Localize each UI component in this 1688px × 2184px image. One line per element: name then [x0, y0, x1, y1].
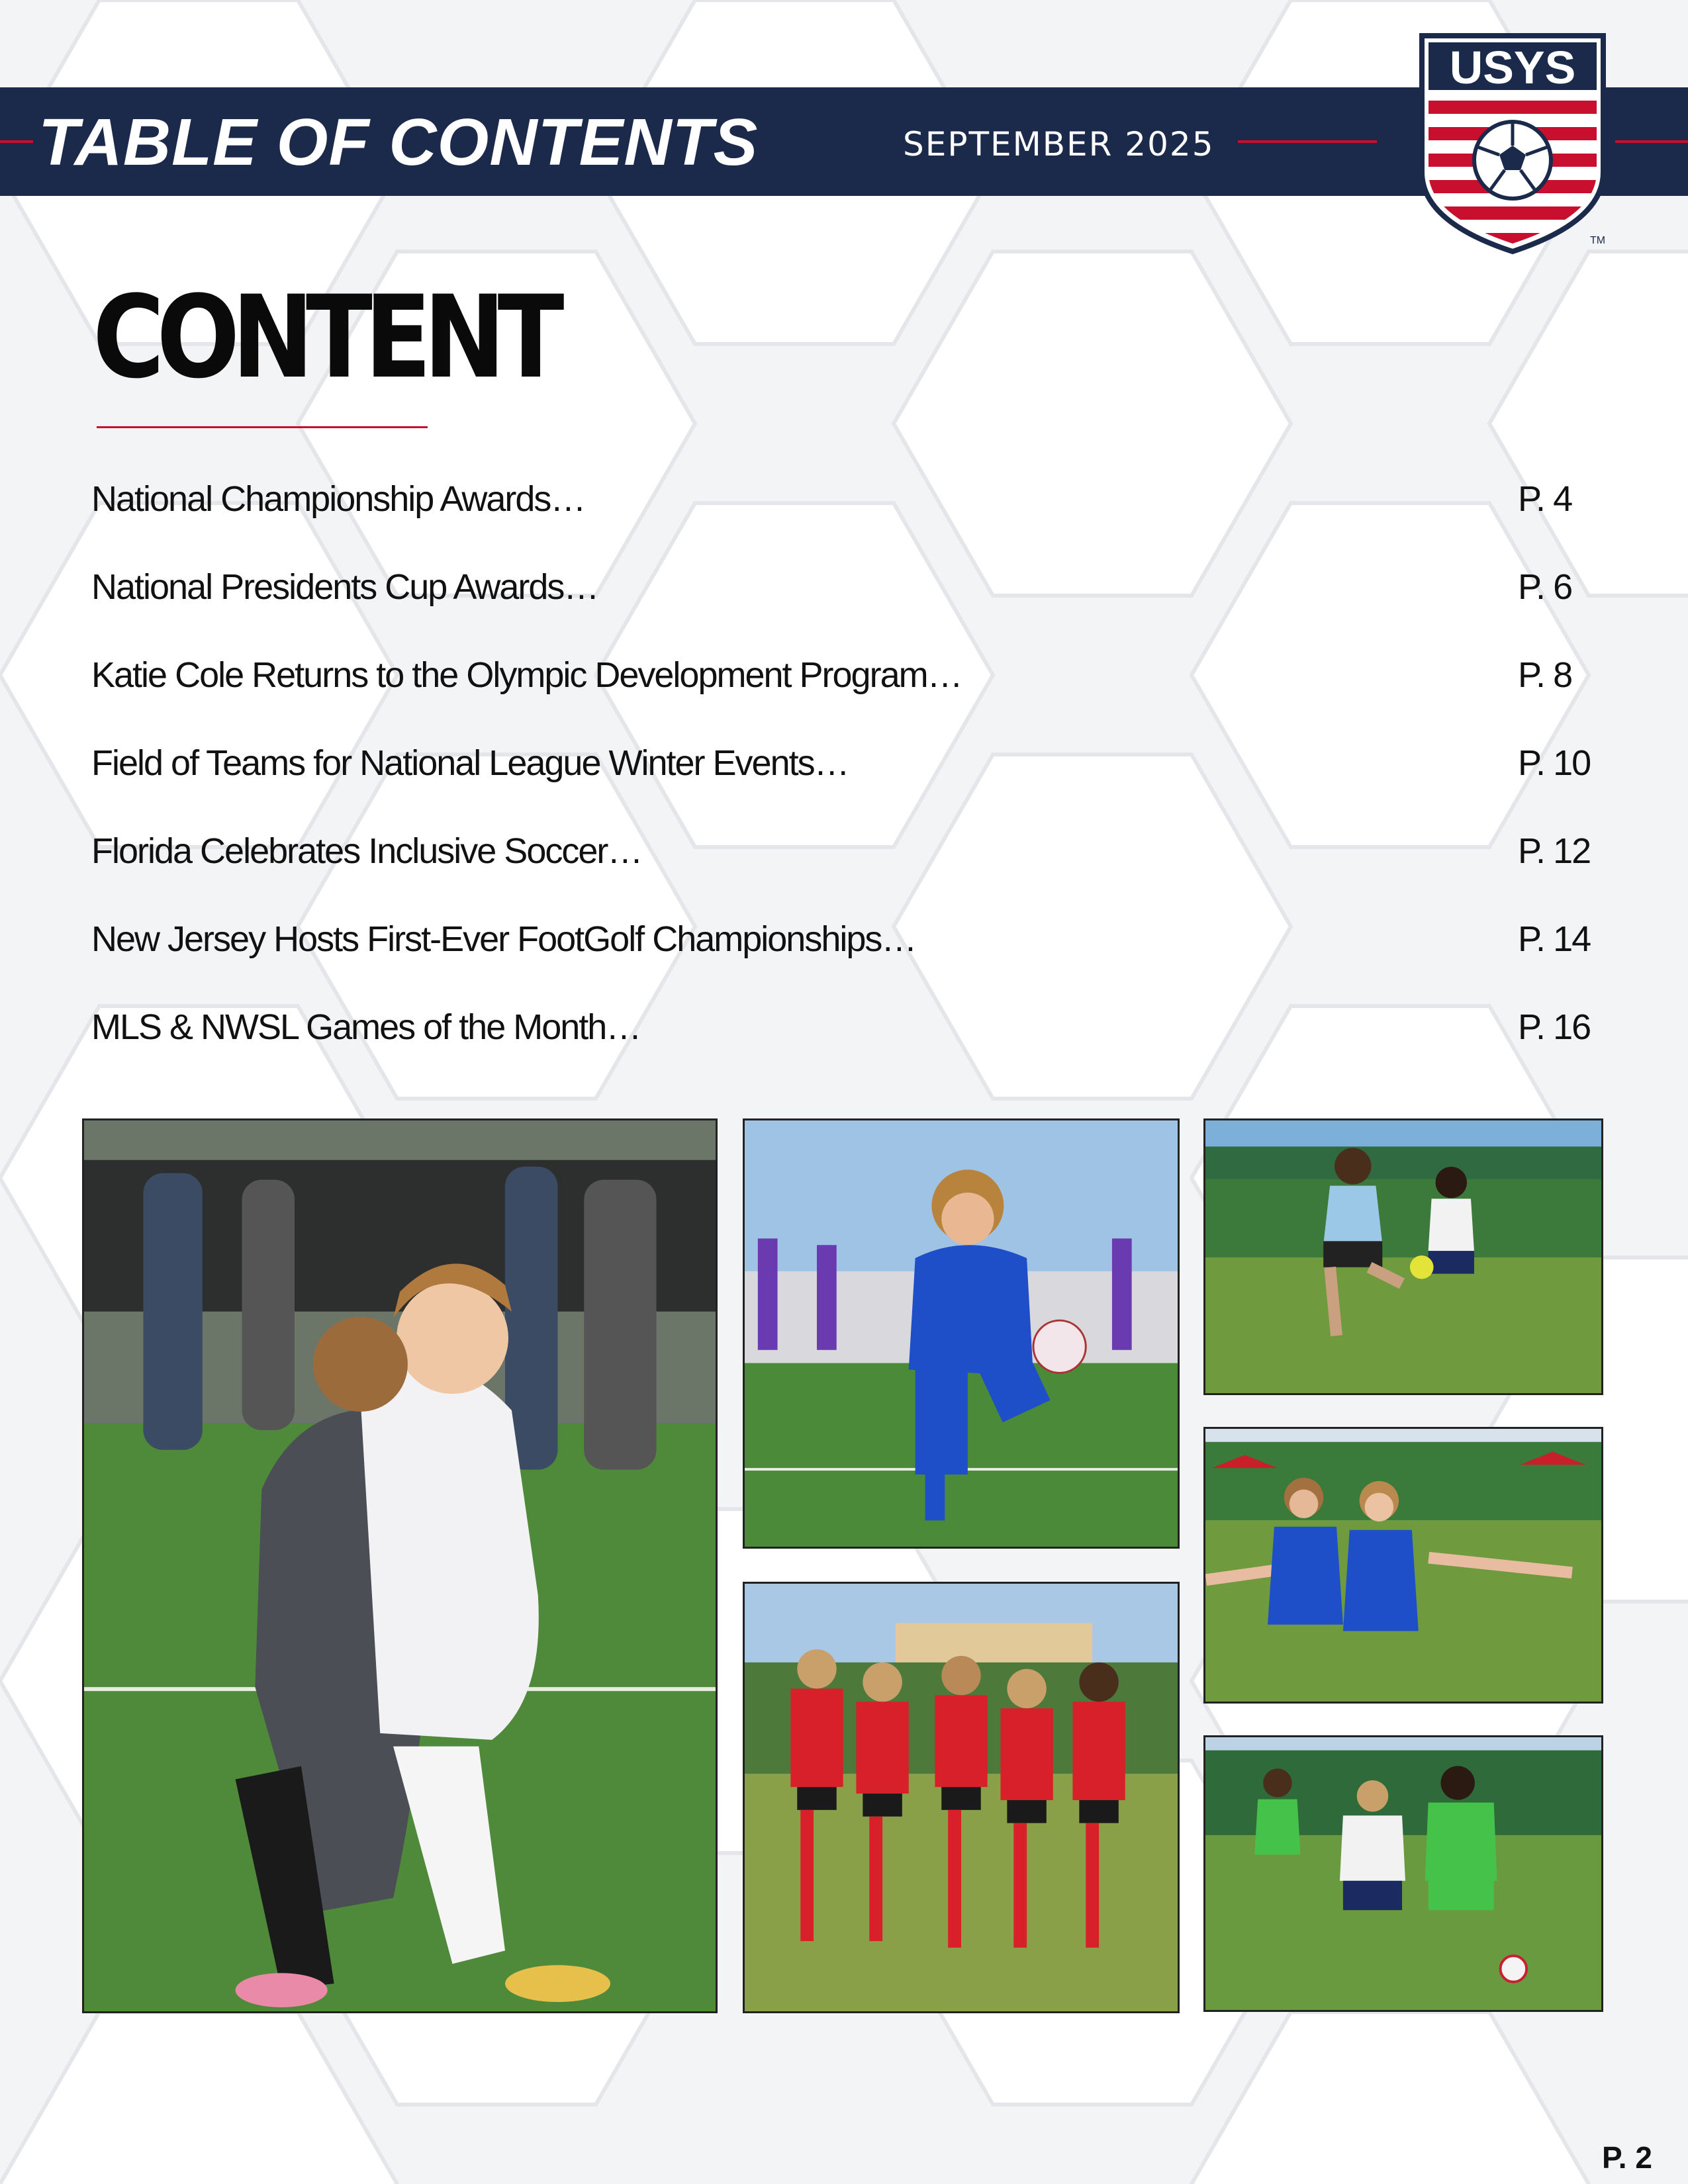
photo-boys-challenge	[1203, 1118, 1603, 1395]
toc-item-page[interactable]: P. 14	[1518, 919, 1591, 959]
toc-item[interactable]	[91, 463, 1601, 551]
toc-item-page[interactable]: P. 12	[1518, 831, 1591, 871]
toc-item-page[interactable]: P. 16	[1518, 1007, 1591, 1047]
toc-item-title[interactable]: New Jersey Hosts First-Ever FootGolf Championships…	[91, 919, 916, 959]
usys-logo	[1417, 33, 1609, 258]
toc-item[interactable]	[91, 639, 1601, 727]
photo-players-hugging	[82, 1118, 718, 2013]
header-rule-middle	[1238, 140, 1377, 143]
toc-item-title[interactable]: MLS & NWSL Games of the Month…	[91, 1007, 641, 1047]
issue-date: SEPTEMBER 2025	[903, 125, 1215, 163]
toc-item-title[interactable]: Florida Celebrates Inclusive Soccer…	[91, 831, 642, 871]
logo-text: USYS	[1449, 42, 1576, 93]
toc-item[interactable]	[91, 903, 1601, 991]
toc-item[interactable]	[91, 551, 1601, 639]
soccer-ball-icon	[1474, 122, 1551, 199]
toc-item-page[interactable]: P. 8	[1518, 655, 1572, 695]
photo-celebration-arms-out	[1203, 1427, 1603, 1704]
toc-list	[91, 463, 1601, 1079]
toc-item-title[interactable]: Field of Teams for National League Winter Events…	[91, 743, 849, 783]
header-rule-left	[0, 140, 33, 143]
toc-item-page[interactable]: P. 10	[1518, 743, 1591, 783]
header-rule-right	[1615, 140, 1688, 143]
toc-item[interactable]	[91, 991, 1601, 1079]
toc-item[interactable]	[91, 727, 1601, 815]
header-title: TABLE OF CONTENTS	[38, 105, 759, 179]
photo-team-posing	[743, 1582, 1180, 2013]
toc-item-title[interactable]: Katie Cole Returns to the Olympic Development Program…	[91, 655, 962, 695]
toc-item-page[interactable]: P. 4	[1518, 479, 1572, 519]
toc-item[interactable]	[91, 815, 1601, 903]
page-number: P. 2	[1602, 2140, 1652, 2175]
photo-boys-match-green-kit	[1203, 1735, 1603, 2012]
trademark-mark: TM	[1590, 235, 1606, 246]
toc-item-title[interactable]: National Presidents Cup Awards…	[91, 567, 598, 607]
section-heading: CONTENT	[93, 271, 557, 404]
heading-underline	[97, 426, 428, 428]
photo-player-juggling	[743, 1118, 1180, 1549]
toc-item-title[interactable]: National Championship Awards…	[91, 479, 585, 519]
toc-item-page[interactable]: P. 6	[1518, 567, 1572, 607]
